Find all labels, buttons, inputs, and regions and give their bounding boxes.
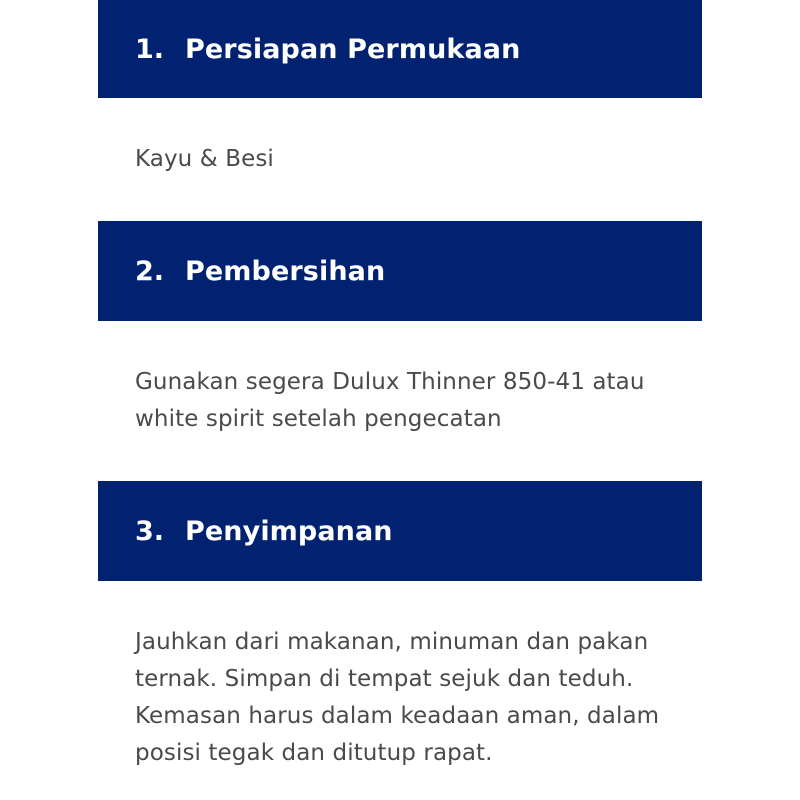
body-line: Gunakan segera Dulux Thinner 850-41 atau: [135, 369, 645, 395]
section-body-pembersihan: [135, 364, 695, 438]
section-number: 3.: [135, 515, 165, 547]
body-line: white spirit setelah pengecatan: [135, 406, 502, 432]
section-number: 2.: [135, 255, 165, 287]
section-header-persiapan-permukaan: [98, 0, 702, 98]
body-line: Jauhkan dari makanan, minuman dan pakan: [135, 629, 649, 655]
section-body-persiapan-permukaan: Kayu & Besi: [135, 146, 274, 172]
section-number: 1.: [135, 33, 165, 65]
section-header-penyimpanan: [98, 481, 702, 581]
body-line: ternak. Simpan di tempat sejuk dan teduh.: [135, 666, 634, 692]
section-body-penyimpanan: [135, 624, 695, 772]
section-title: Pembersihan: [185, 255, 386, 287]
body-line: posisi tegak dan ditutup rapat.: [135, 740, 493, 766]
section-title: Penyimpanan: [185, 515, 393, 547]
body-line: Kemasan harus dalam keadaan aman, dalam: [135, 703, 660, 729]
section-title: Persiapan Permukaan: [185, 33, 521, 65]
section-header-pembersihan: [98, 221, 702, 321]
